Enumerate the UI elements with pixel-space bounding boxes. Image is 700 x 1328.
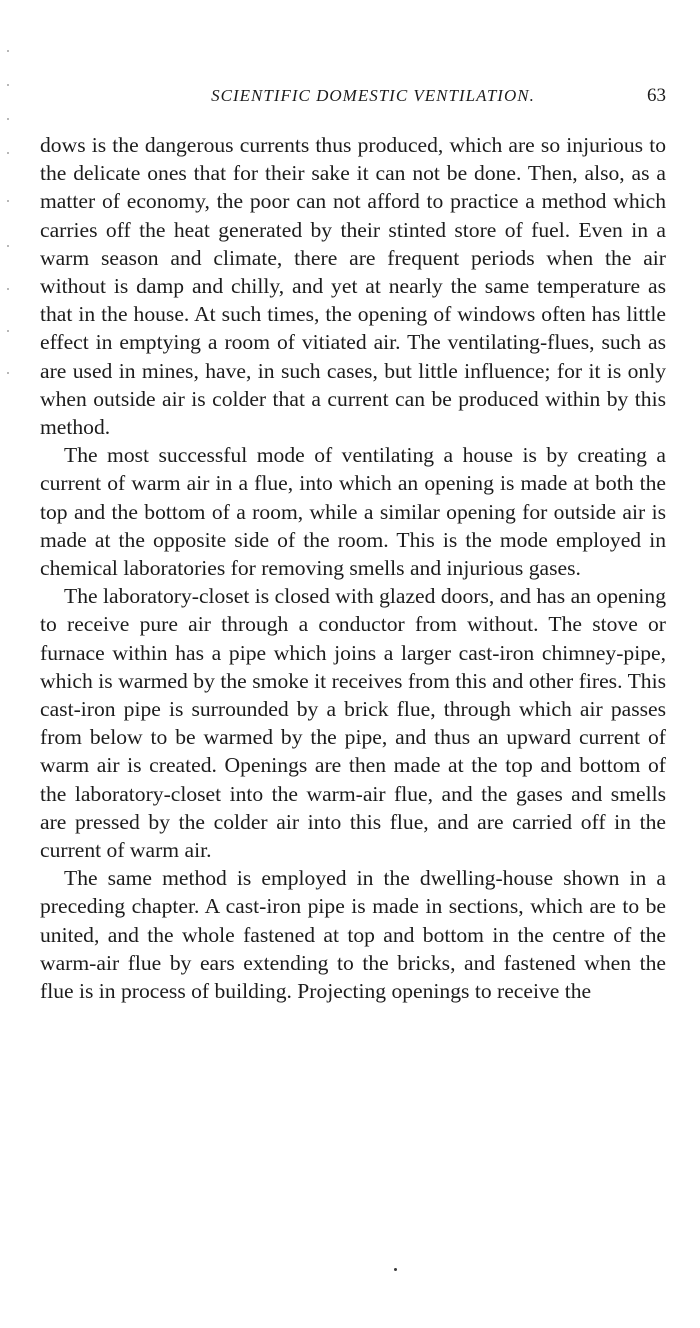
paragraph: The same method is employed in the dwelling-house shown in a preceding chapter. A cast-iron pipe is made in sections, which are to be united, and the whole fastened at top and bottom in the centre of the warm-air flue by ears extending to the bricks, and fastened when the flue is in process of building. Projecting openings to receive the	[40, 866, 666, 1004]
paragraph: The laboratory-closet is closed with glazed doors, and has an opening to receive pure air through a conductor from without. The stove or furnace within has a pipe which joins a larger cast-iron chimney-pipe, which is warmed by the smoke it receives from this and other fires. This cast-iron pipe is surrounded by a brick flue, through which air passes from below to be warmed by the pipe, and thus an upward current of warm air is created. Openings are then made at the top and bottom of the laboratory-closet into the warm-air flue, and the gases and smells are pressed by the colder air into this flue, and are carried off in the current of warm air.	[40, 584, 666, 863]
body-text	[40, 131, 666, 1005]
footer-mark	[394, 1268, 397, 1271]
paragraph-continued: dows is the dangerous currents thus produced, which are so injurious to the delicate ones that for their sake it can not be done. Then, also, as a matter of economy, the poor can not afford to practice a method which carries off the heat generated by their stinted store of fuel. Even in a warm season and climate, there are frequent periods when the air without is damp and chilly, and yet at nearly the same temperature as that in the house. At such times, the opening of windows often has little effect in emptying a room of vitiated air. The ventilating-flues, such as are used in mines, have, in such cases, but little influence; for it is only when outside air is colder that a current can be produced within by this method.	[40, 133, 666, 440]
paragraph: The most successful mode of ventilating a house is by creating a current of warm air in a flue, into which an opening is made at both the top and the bottom of a room, while a similar opening for outside air is made at the opposite side of the room. This is the mode employed in chemical laboratories for removing smells and injurious gases.	[40, 443, 666, 581]
page-number: 63	[647, 85, 666, 106]
running-title: SCIENTIFIC DOMESTIC VENTILATION.	[211, 86, 535, 105]
binding-edge-marks	[3, 40, 17, 400]
running-header	[40, 84, 666, 112]
